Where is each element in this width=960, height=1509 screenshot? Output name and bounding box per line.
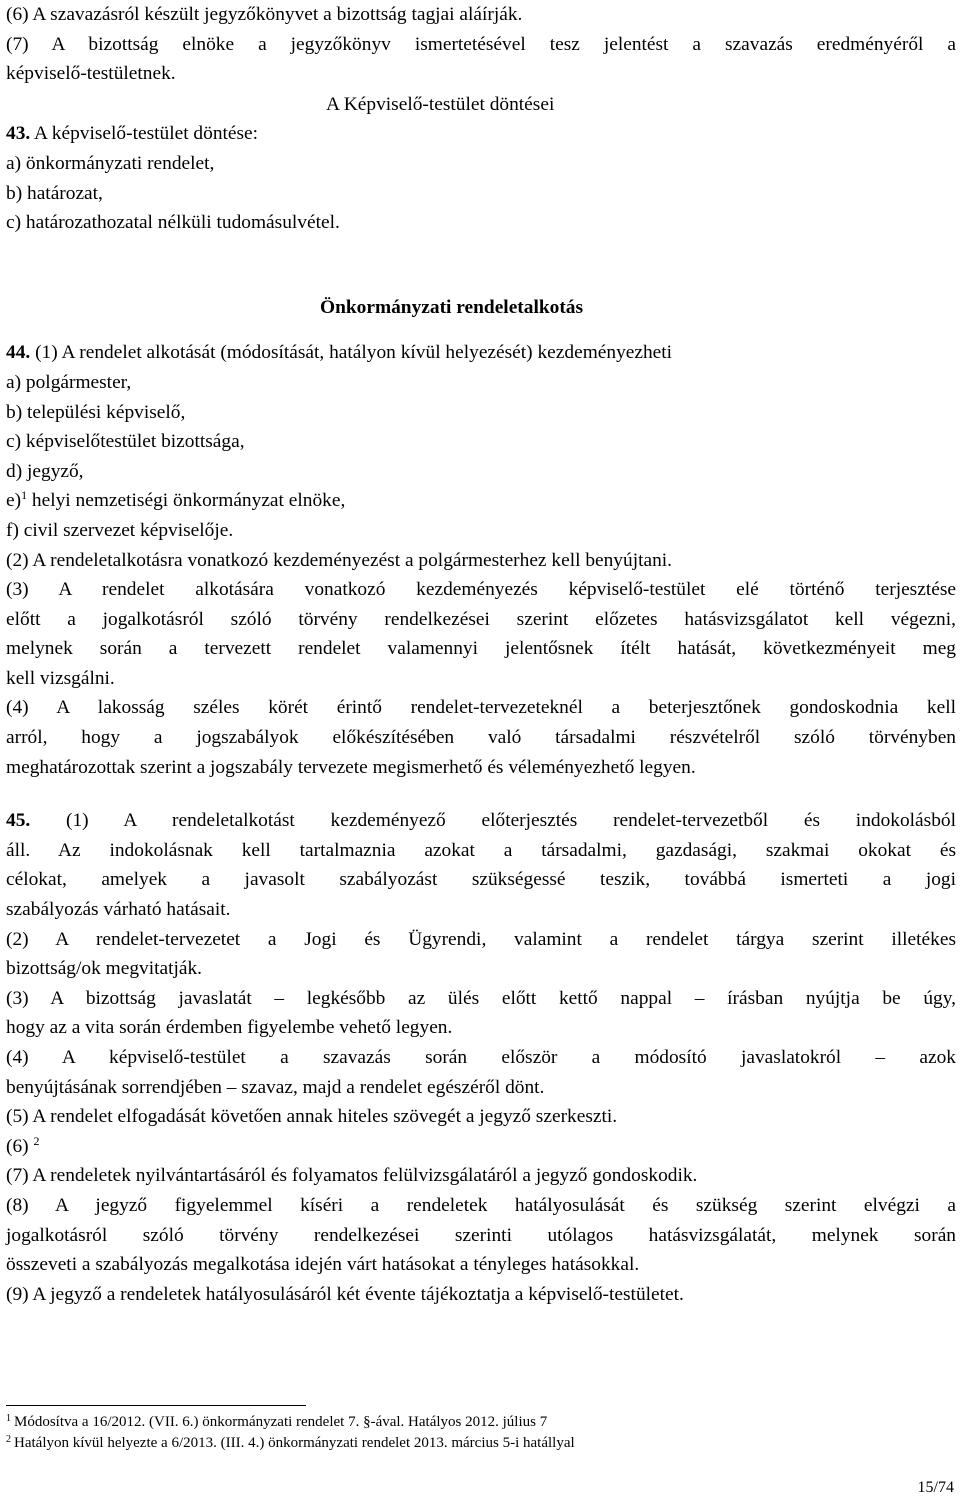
section-44-para-2: (2) A rendeletalkotásra vonatkozó kezdeményezést a polgármesterhez kell benyújtani.: [6, 549, 673, 571]
paragraph-top-7-line2: képviselő-testületnek.: [6, 63, 176, 85]
footnote-ref-1[interactable]: 1: [21, 488, 28, 503]
section-44-para-1: [6, 338, 956, 368]
section-44-para-3-line2: előtt a jogalkotásról szóló törvény rendelkezései szerint előzetes hatásvizsgálatot kell végezni,: [6, 608, 956, 630]
section-43-number: 43.: [6, 123, 31, 145]
section-heading-rulemaking: Önkormányzati rendeletalkotás: [320, 296, 584, 318]
document-page: [6, 0, 956, 1309]
section-43-intro-text: A képviselő-testület döntése:: [30, 123, 259, 145]
section-45-para-4-line1: (4) A képviselő-testület a szavazás során először a módosító javaslatokról – azok: [6, 1047, 956, 1068]
section-44-para-4-line1: (4) A lakosság széles körét érintő rendelet-tervezeteknél a beterjesztőnek gondoskodnia kell: [6, 697, 956, 719]
section-heading-decisions: A Képviselő-testület döntései: [326, 93, 555, 115]
footnote-2: [6, 1433, 956, 1454]
page-number: 15/74: [917, 1479, 954, 1496]
section-44-item-e-prefix: e): [6, 490, 22, 512]
footnote-1: [6, 1412, 956, 1433]
section-45-para-1-line2: áll. Az indokolásnak kell tartalmaznia azokat a társadalmi, gazdasági, szakmai okokat és: [6, 839, 956, 861]
spacer: [6, 238, 956, 293]
paragraph-top-6: (6) A szavazásról készült jegyzőkönyvet a bizottság tagjai aláírják.: [6, 4, 523, 25]
section-45-para-6-prefix: (6): [6, 1135, 29, 1157]
section-44-para-1-text: (1) A rendelet alkotását (módosítását, hatályon kívül helyezését) kezdeményezheti: [30, 342, 673, 364]
paragraph-top-7-line1: (7) A bizottság elnöke a jegyzőkönyv ismertetésével tesz jelentést a szavazás eredményéről a: [6, 33, 956, 55]
section-45-para-8-line3: összeveti a szabályozás megalkotása idején várt hatásokat a tényleges hatásokkal.: [6, 1254, 640, 1276]
section-44-para-3-line3: melynek során a tervezett rendelet valamennyi jelentősnek ítélt hatását, következményeit meg: [6, 638, 956, 660]
section-45-para-6: [6, 1132, 956, 1162]
section-45-para-4-line2: benyújtásának sorrendjében – szavaz, majd a rendelet egészéről dönt.: [6, 1076, 545, 1098]
section-45-para-1-line3: célokat, amelyek a javasolt szabályozást szükségessé teszik, továbbá ismerteti a jogi: [6, 869, 956, 891]
section-43-item-b: b) határozat,: [6, 182, 103, 204]
footnote-2-number: 2: [6, 1434, 11, 1445]
spacer: [6, 322, 956, 338]
footnote-1-text: Módosítva a 16/2012. (VII. 6.) önkormányzati rendelet 7. §-ával. Hatályos 2012. július 7: [14, 1414, 548, 1430]
section-45-para-8-line1: (8) A jegyző figyelemmel kíséri a rendeletek hatályosulását és szükség szerint elvégzi a: [6, 1194, 956, 1216]
section-45-para-9: (9) A jegyző a rendeletek hatályosulásáról két évente tájékoztatja a képviselő-testületet.: [6, 1283, 684, 1305]
footnotes: [6, 1412, 956, 1454]
spacer: [6, 782, 956, 806]
footnote-divider: [6, 1405, 306, 1406]
section-44-para-4-line2: arról, hogy a jogszabályok előkészítésében való társadalmi részvételről szóló törvényben: [6, 727, 956, 749]
section-43-intro: [6, 119, 956, 149]
section-44-item-a: a) polgármester,: [6, 371, 132, 393]
section-45-para-1-text: (1) A rendeletalkotást kezdeményező előterjesztés rendelet-tervezetből és indokolásból: [30, 810, 956, 832]
section-44-item-f: f) civil szervezet képviselője.: [6, 519, 234, 541]
footnote-2-text: Hatályon kívül helyezte a 6/2013. (III. 4.) önkormányzati rendelet 2013. március 5-i hatállyal: [14, 1435, 575, 1451]
footnote-1-number: 1: [6, 1413, 11, 1424]
section-45-para-2-line1: (2) A rendelet-tervezetet a Jogi és Ügyrendi, valamint a rendelet tárgya szerint illetékes: [6, 928, 956, 950]
section-45-para-8-line2: jogalkotásról szóló törvény rendelkezései szerinti utólagos hatásvizsgálatát, melynek során: [6, 1224, 956, 1246]
section-45-para-1-line4: szabályozás várható hatásait.: [6, 899, 231, 921]
section-44-item-e: [6, 486, 956, 516]
section-44-para-3-line1: (3) A rendelet alkotására vonatkozó kezdeményezés képviselő-testület elé történő terjesztése: [6, 579, 956, 601]
section-44-item-c: c) képviselőtestület bizottsága,: [6, 431, 245, 453]
section-45-para-1-line1: [6, 806, 956, 836]
section-45-para-5: (5) A rendelet elfogadását követően annak hiteles szövegét a jegyző szerkeszti.: [6, 1106, 618, 1128]
section-44-para-3-line4: kell vizsgálni.: [6, 667, 115, 689]
section-44-item-e-text: helyi nemzetiségi önkormányzat elnöke,: [27, 490, 346, 512]
section-43-item-a: a) önkormányzati rendelet,: [6, 152, 215, 174]
section-45-para-2-line2: bizottság/ok megvitatják.: [6, 958, 203, 980]
section-44-item-d: d) jegyző,: [6, 460, 84, 482]
section-44-item-b: b) települési képviselő,: [6, 401, 186, 423]
section-43-item-c: c) határozathozatal nélküli tudomásulvétel.: [6, 212, 340, 234]
section-45-number: 45.: [6, 810, 31, 832]
section-44-number: 44.: [6, 342, 31, 364]
section-45-para-7: (7) A rendeletek nyilvántartásáról és folyamatos felülvizsgálatáról a jegyző gondoskodik.: [6, 1165, 698, 1187]
footnote-ref-2[interactable]: 2: [33, 1133, 40, 1148]
section-45-para-3-line1: (3) A bizottság javaslatát – legkésőbb az ülés előtt kettő nappal – írásban nyújtja be úgy,: [6, 987, 956, 1009]
section-45-para-3-line2: hogy az a vita során érdemben figyelembe vehető legyen.: [6, 1017, 453, 1039]
section-44-para-4-line3: meghatározottak szerint a jogszabály tervezete megismerhető és véleményezhető legyen.: [6, 756, 696, 778]
